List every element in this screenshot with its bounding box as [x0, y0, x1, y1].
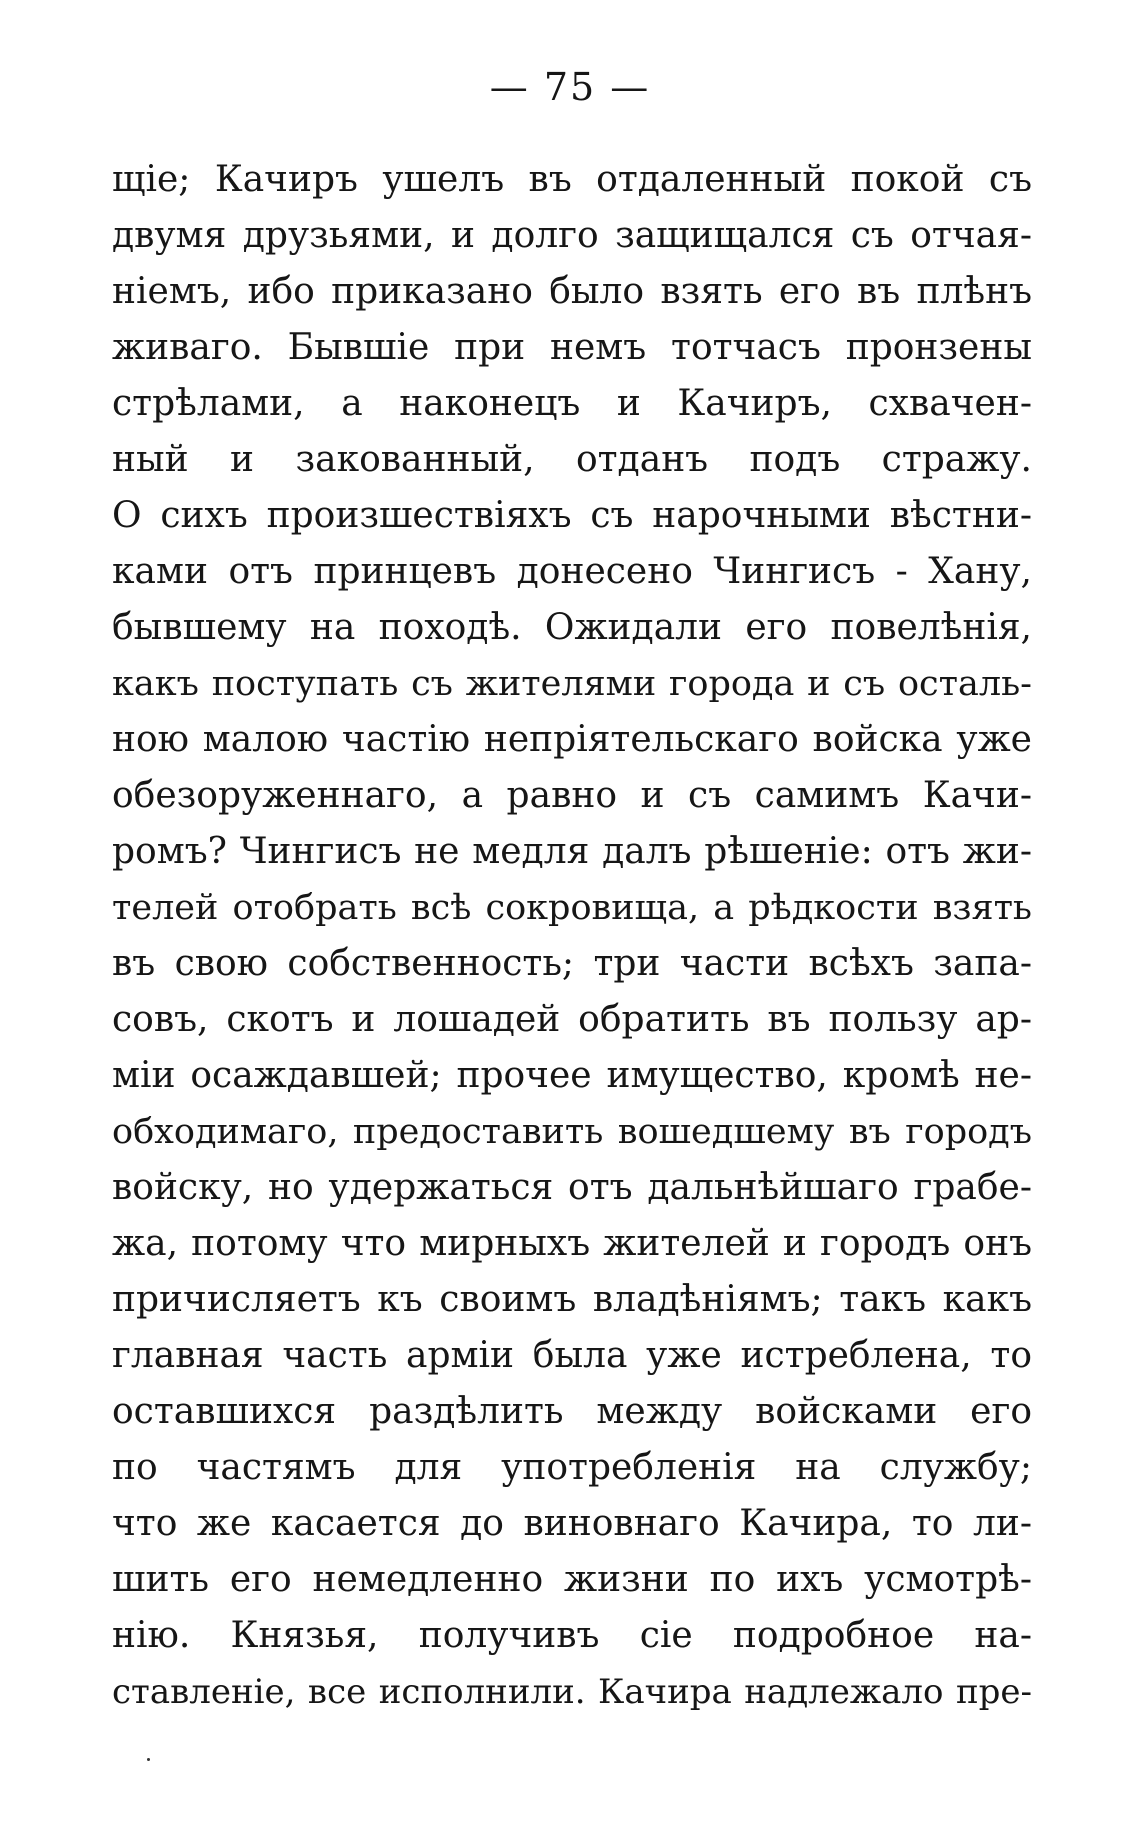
text-line: жа, потому что мирныхъ жителей и городъ онъ: [112, 1223, 1032, 1264]
text-line: ромъ? Чингисъ не медля далъ рѣшеніе: отъ жи-: [112, 831, 1032, 872]
text-line: причисляетъ къ своимъ владѣніямъ; такъ какъ: [112, 1279, 1032, 1320]
text-line: стрѣлами, а наконецъ и Качиръ, схвачен-: [112, 383, 1032, 424]
text-line: войску, но удержаться отъ дальнѣйшаго грабе-: [112, 1167, 1032, 1208]
text-line: бывшему на походѣ. Ожидали его повелѣнія,: [112, 607, 1032, 648]
text-line: совъ, скотъ и лошадей обратить въ пользу ар-: [112, 999, 1032, 1040]
body-text: [112, 152, 1032, 1720]
text-line: двумя друзьями, и долго защищался съ отчая-: [112, 215, 1032, 256]
text-line: міи осаждавшей; прочее имущество, кромѣ не-: [112, 1055, 1032, 1096]
text-line: обезоруженнаго, а равно и съ самимъ Качи-: [112, 775, 1032, 816]
text-line: телей отобрать всѣ сокровища, а рѣдкости взять: [112, 888, 1032, 928]
text-line: какъ поступать съ жителями города и съ осталь-: [112, 664, 1032, 704]
text-line: главная часть арміи была уже истреблена, то: [112, 1335, 1032, 1376]
text-line: оставшихся раздѣлить между войсками его: [112, 1391, 1032, 1432]
text-line: ною малою частію непріятельскаго войска уже: [112, 719, 1032, 760]
text-line: по частямъ для употребленія на службу;: [112, 1447, 1032, 1488]
text-line: что же касается до виновнаго Качира, то ли-: [112, 1503, 1032, 1544]
print-speck: [147, 1758, 150, 1761]
text-line: ставленіе, все исполнили. Качира надлежало пре-: [112, 1672, 1032, 1712]
text-line: ніемъ, ибо приказано было взять его въ плѣнъ: [112, 271, 1032, 312]
page-number-header: — 75 —: [489, 65, 651, 109]
text-line: О сихъ произшествіяхъ съ нарочными вѣстни-: [112, 495, 1032, 536]
text-line: обходимаго, предоставить вошедшему въ городъ: [112, 1112, 1032, 1152]
text-line: въ свою собственность; три части всѣхъ запа-: [112, 943, 1032, 984]
text-line: живаго. Бывшіе при немъ тотчасъ пронзены: [112, 327, 1032, 368]
text-line: нію. Князья, получивъ сіе подробное на-: [112, 1615, 1032, 1656]
text-line: ный и закованный, отданъ подъ стражу.: [112, 439, 1032, 480]
text-line: шить его немедленно жизни по ихъ усмотрѣ-: [112, 1559, 1032, 1600]
text-line: ками отъ принцевъ донесено Чингисъ - Хану,: [112, 551, 1032, 592]
text-line: щіе; Качиръ ушелъ въ отдаленный покой съ: [112, 159, 1032, 200]
